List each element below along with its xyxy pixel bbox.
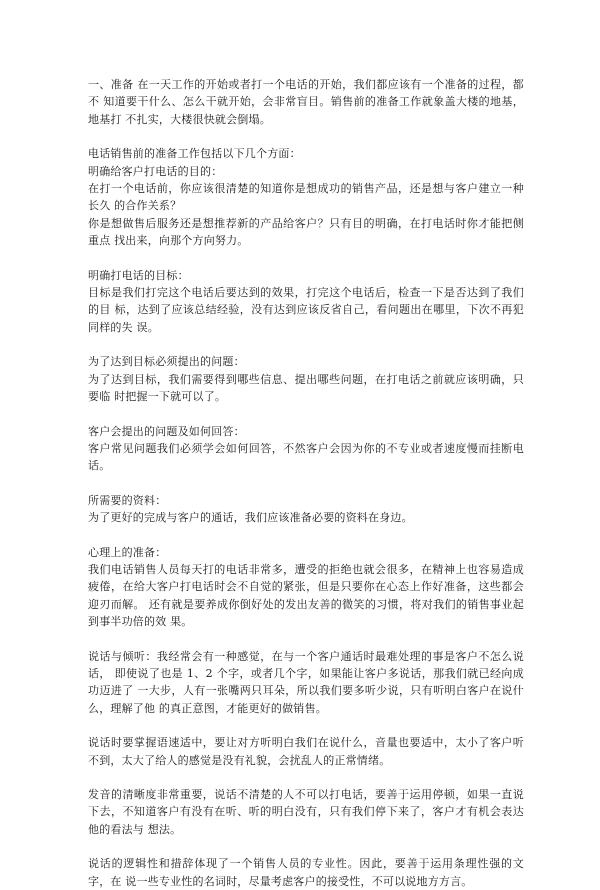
- body-paragraph: 在打一个电话前，你应该很清楚的知道你是想成功的销售产品，还是想与客户建立一种长久 的合作关系？: [88, 182, 524, 213]
- section-heading: 为了达到目标必须提出的问题：: [88, 355, 245, 369]
- paragraph-spacer: [88, 128, 524, 145]
- document-page: [88, 76, 524, 890]
- paragraph-spacer: [88, 475, 524, 492]
- section-heading: 电话销售前的准备工作包括以下几个方面：: [88, 147, 301, 161]
- body-paragraph: 发音的清晰度非常重要，说话不清楚的人不可以打电话，要善于运用停顿，如果一直说下去，不知道客户有没有在听、听的明白没有，只有我们停下来了，客户才有机会表达他的看法与 想法。: [88, 788, 524, 836]
- body-paragraph: 客户常见问题我们必须学会如何回答，不然客户会因为你的不专业或者速度慢而挂断电话。: [88, 441, 524, 473]
- body-paragraph: 目标是我们打完这个电话后要达到的效果，打完这个电话后，检查一下是否达到了我们的目 标，达到了应该总结经验，没有达到应该反省自己，看问题出在哪里，下次不再犯同样的失 误。: [88, 286, 524, 334]
- paragraph-spacer: [88, 336, 524, 353]
- section-heading: 明确给客户打电话的目的：: [88, 164, 223, 178]
- paragraph-spacer: [88, 527, 524, 544]
- section-heading: 所需要的资料：: [88, 493, 167, 507]
- section-heading: 心理上的准备：: [88, 545, 167, 559]
- paragraph-spacer: [88, 406, 524, 423]
- body-paragraph: 说话与倾听：我经常会有一种感觉，在与一个客户通话时最难处理的事是客户不怎么说话， 即使说了也是 1、2 个字，或者几个字，如果能让客户多说话，那我们就已经向成功迈进了 一大步，人有一张嘴两只耳朵，所以我们要多听少说，只有听明白客户在说什么，理解了他 的真正意图，才能更好的做销售。: [88, 649, 524, 715]
- section-heading: 明确打电话的目标：: [88, 268, 189, 282]
- paragraph-spacer: [88, 717, 524, 734]
- body-paragraph: 为了更好的完成与客户的通话，我们应该准备必要的资料在身边。: [88, 511, 413, 525]
- paragraph-spacer: [88, 250, 524, 267]
- body-paragraph: 你是想做售后服务还是想推荐新的产品给客户？只有目的明确，在打电话时你才能把侧重点 找出来，向那个方向努力。: [88, 216, 524, 248]
- body-paragraph: 说话时要掌握语速适中，要让对方听明白我们在说什么，音量也要适中，太小了客户听不到，太大了给人的感觉是没有礼貌，会扰乱人的正常情绪。: [88, 736, 524, 767]
- paragraph-spacer: [88, 631, 524, 648]
- paragraph-spacer: [88, 838, 524, 855]
- section-heading: 客户会提出的问题及如何回答：: [88, 424, 245, 438]
- paragraph-spacer: [88, 769, 524, 786]
- body-paragraph: 一、准备 在一天工作的开始或者打一个电话的开始，我们都应该有一个准备的过程，都不 知道要干什么、怎么干就开始，会非常盲目。销售前的准备工作就象盖大楼的地基，地基打 不扎实，大楼很快就会倒塌。: [88, 78, 524, 126]
- body-paragraph: 我们电话销售人员每天打的电话非常多，遭受的拒绝也就会很多，在精神上也容易造成疲倦，在给大客户打电话时会不自觉的紧张，但是只要你在心态上作好准备，这些都会迎刃而解。 还有就是要养成你倒好处的发出友善的微笑的习惯，将对我们的销售事业起到事半功倍的效 果。: [88, 562, 524, 629]
- body-paragraph: 为了达到目标，我们需要得到哪些信息、提出哪些问题，在打电话之前就应该明确，只要临 时把握一下就可以了。: [88, 372, 524, 404]
- body-paragraph: 说话的逻辑性和措辞体现了一个销售人员的专业性。因此，要善于运用条理性强的文字，在 说一些专业性的名词时，尽量考虑客户的接受性，不可以说地方方言。: [88, 857, 524, 888]
